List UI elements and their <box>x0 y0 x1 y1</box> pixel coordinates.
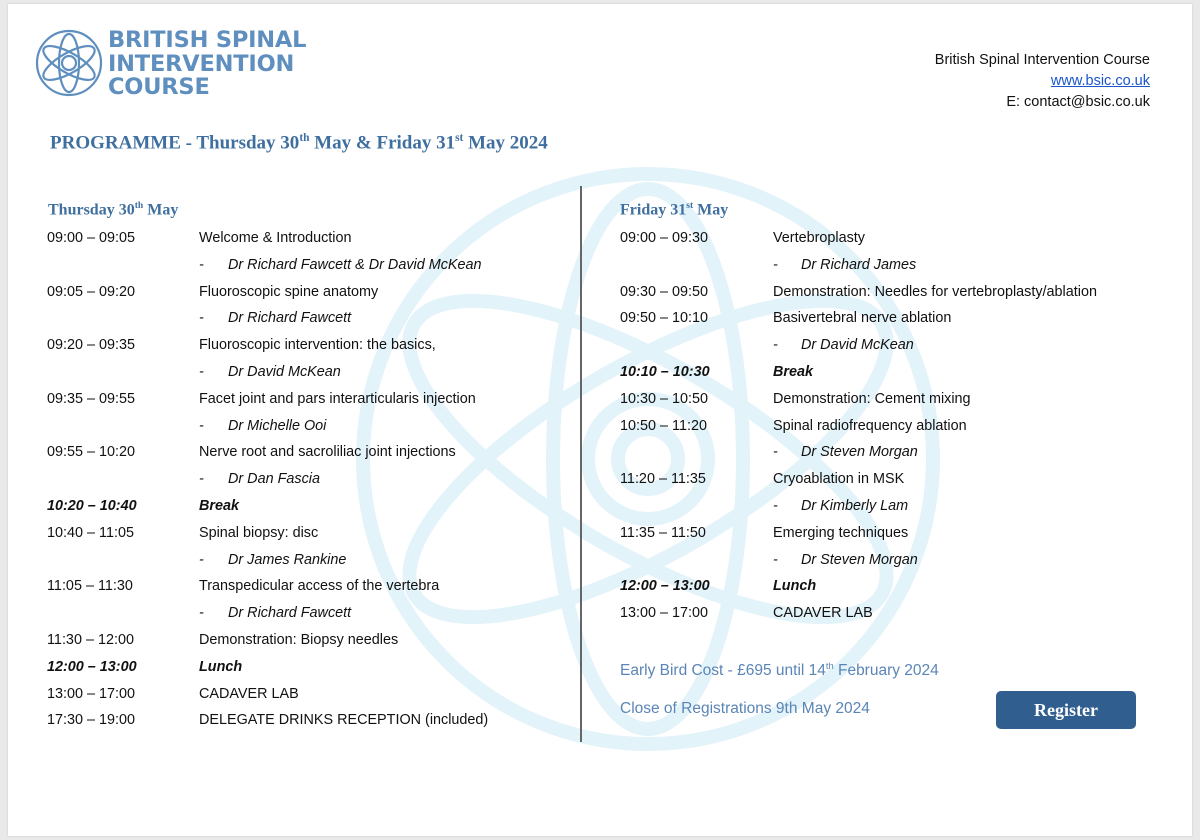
speaker-dash: - <box>199 363 204 380</box>
break-row <box>620 364 1180 391</box>
programme-title: PROGRAMME - Thursday 30th May & Friday 31st May 2024 <box>50 132 548 154</box>
session-time: 11:20 – 11:35 <box>620 471 706 488</box>
contact-org: British Spinal Intervention Course <box>934 52 1150 68</box>
speaker-row <box>620 552 1180 579</box>
session-time: 11:30 – 12:00 <box>47 631 134 648</box>
session-time: 09:50 – 10:10 <box>620 310 709 327</box>
session-time: 10:50 – 11:20 <box>620 417 707 434</box>
session-row <box>47 444 567 471</box>
speaker-dash: - <box>199 417 204 434</box>
speaker-row <box>620 498 1180 525</box>
speaker-name: Dr Michelle Ooi <box>228 417 327 434</box>
session-title: Fluoroscopic intervention: the basics, <box>199 337 436 354</box>
session-title: CADAVER LAB <box>199 685 299 702</box>
session-time: 09:30 – 09:50 <box>620 283 709 300</box>
speaker-dash: - <box>773 497 778 514</box>
session-time: 17:30 – 19:00 <box>47 712 136 729</box>
session-time: 11:05 – 11:30 <box>47 578 133 595</box>
session-title: DELEGATE DRINKS RECEPTION (included) <box>199 712 489 729</box>
session-time: 09:05 – 09:20 <box>47 283 136 300</box>
session-time: 10:10 – 10:30 <box>620 363 710 380</box>
break-row <box>47 498 567 525</box>
session-title: Transpedicular access of the vertebra <box>199 578 440 595</box>
session-row <box>620 230 1180 257</box>
session-title: Cryoablation in MSK <box>773 471 905 488</box>
session-title: Lunch <box>773 578 817 595</box>
contact-block <box>935 50 1150 113</box>
speaker-row <box>620 444 1180 471</box>
website-link[interactable]: www.bsic.co.uk <box>1050 73 1150 89</box>
speaker-row <box>47 310 567 337</box>
speaker-name: Dr Steven Morgan <box>801 551 918 568</box>
speaker-row <box>47 257 567 284</box>
session-row <box>47 578 567 605</box>
logo-line-1: BRITISH SPINAL <box>108 27 307 53</box>
friday-heading: Friday 31st May <box>620 200 729 219</box>
speaker-name: Dr Richard Fawcett <box>228 605 352 622</box>
session-title: Basivertebral nerve ablation <box>773 310 952 327</box>
logo-line-3: COURSE <box>108 74 210 100</box>
session-time: 12:00 – 13:00 <box>47 658 137 675</box>
speaker-name: Dr David McKean <box>228 363 341 380</box>
speaker-row <box>47 418 567 445</box>
friday-schedule <box>620 230 1180 632</box>
thursday-heading: Thursday 30th May <box>48 200 179 219</box>
speaker-row <box>47 605 567 632</box>
session-title: Welcome & Introduction <box>199 230 352 246</box>
speaker-row <box>47 552 567 579</box>
speaker-dash: - <box>773 551 778 568</box>
speaker-dash: - <box>199 310 204 327</box>
speaker-name: Dr Richard Fawcett & Dr David McKean <box>228 256 482 273</box>
session-row <box>47 337 567 364</box>
logo-wordmark <box>108 29 306 100</box>
session-time: 09:55 – 10:20 <box>47 444 136 461</box>
session-title: Spinal biopsy: disc <box>199 524 319 541</box>
session-time: 12:00 – 13:00 <box>620 578 710 595</box>
thursday-schedule <box>47 230 567 739</box>
speaker-name: Dr Kimberly Lam <box>801 497 909 514</box>
session-row <box>47 525 567 552</box>
session-row <box>47 284 567 311</box>
speaker-dash: - <box>199 551 204 568</box>
speaker-name: Dr Dan Fascia <box>228 471 320 488</box>
speaker-row <box>47 364 567 391</box>
session-title: Facet joint and pars interarticularis injection <box>199 390 476 407</box>
speaker-row <box>47 471 567 498</box>
session-title: Spinal radiofrequency ablation <box>773 417 967 434</box>
column-divider <box>580 186 582 742</box>
register-button[interactable]: Register <box>996 691 1136 729</box>
speaker-dash: - <box>199 471 204 488</box>
speaker-name: Dr James Rankine <box>228 551 347 568</box>
session-row <box>47 632 567 659</box>
session-title: Nerve root and sacroliliac joint injections <box>199 444 456 461</box>
session-row <box>620 418 1180 445</box>
session-time: 11:35 – 11:50 <box>620 524 706 541</box>
session-time: 13:00 – 17:00 <box>620 605 709 622</box>
session-title: Vertebroplasty <box>773 230 865 246</box>
session-row <box>47 391 567 418</box>
speaker-row <box>620 257 1180 284</box>
close-of-registrations: Close of Registrations 9th May 2024 <box>620 700 870 717</box>
session-row <box>620 391 1180 418</box>
session-row <box>47 686 567 713</box>
session-title: Demonstration: Needles for vertebroplasty/ablation <box>773 283 1097 300</box>
session-time: 10:40 – 11:05 <box>47 524 134 541</box>
session-time: 09:00 – 09:30 <box>620 230 709 246</box>
session-title: Fluoroscopic spine anatomy <box>199 283 379 300</box>
speaker-dash: - <box>773 337 778 354</box>
speaker-dash: - <box>773 256 778 273</box>
break-row <box>47 659 567 686</box>
logo-line-2: INTERVENTION <box>108 50 295 77</box>
speaker-row <box>620 337 1180 364</box>
speaker-name: Dr Steven Morgan <box>801 444 918 461</box>
speaker-name: Dr Richard James <box>801 256 917 273</box>
session-row <box>620 605 1180 632</box>
session-time: 09:35 – 09:55 <box>47 390 136 407</box>
speaker-name: Dr Richard Fawcett <box>228 310 352 327</box>
early-bird-cost: Early Bird Cost - £695 until 14th February 2024 <box>620 661 939 680</box>
session-title: Demonstration: Cement mixing <box>773 390 971 407</box>
session-title: Emerging techniques <box>773 524 909 541</box>
session-time: 09:00 – 09:05 <box>47 230 136 246</box>
session-title: Break <box>773 363 814 380</box>
bsic-atom-logo-icon <box>34 28 104 98</box>
speaker-dash: - <box>773 444 778 461</box>
break-row <box>620 578 1180 605</box>
session-title: Lunch <box>199 658 243 675</box>
programme-page <box>8 4 1192 836</box>
session-time: 13:00 – 17:00 <box>47 685 136 702</box>
speaker-dash: - <box>199 256 204 273</box>
session-row <box>620 525 1180 552</box>
session-title: Break <box>199 497 240 514</box>
session-time: 09:20 – 09:35 <box>47 337 136 354</box>
session-title: CADAVER LAB <box>773 605 873 622</box>
speaker-dash: - <box>199 605 204 622</box>
session-row <box>620 310 1180 337</box>
contact-email: E: contact@bsic.co.uk <box>1006 94 1150 110</box>
session-row <box>47 230 567 257</box>
session-time: 10:20 – 10:40 <box>47 497 137 514</box>
session-row <box>620 471 1180 498</box>
session-time: 10:30 – 10:50 <box>620 390 709 407</box>
session-title: Demonstration: Biopsy needles <box>199 631 399 648</box>
session-row <box>620 284 1180 311</box>
speaker-name: Dr David McKean <box>801 337 914 354</box>
session-row <box>47 712 567 739</box>
